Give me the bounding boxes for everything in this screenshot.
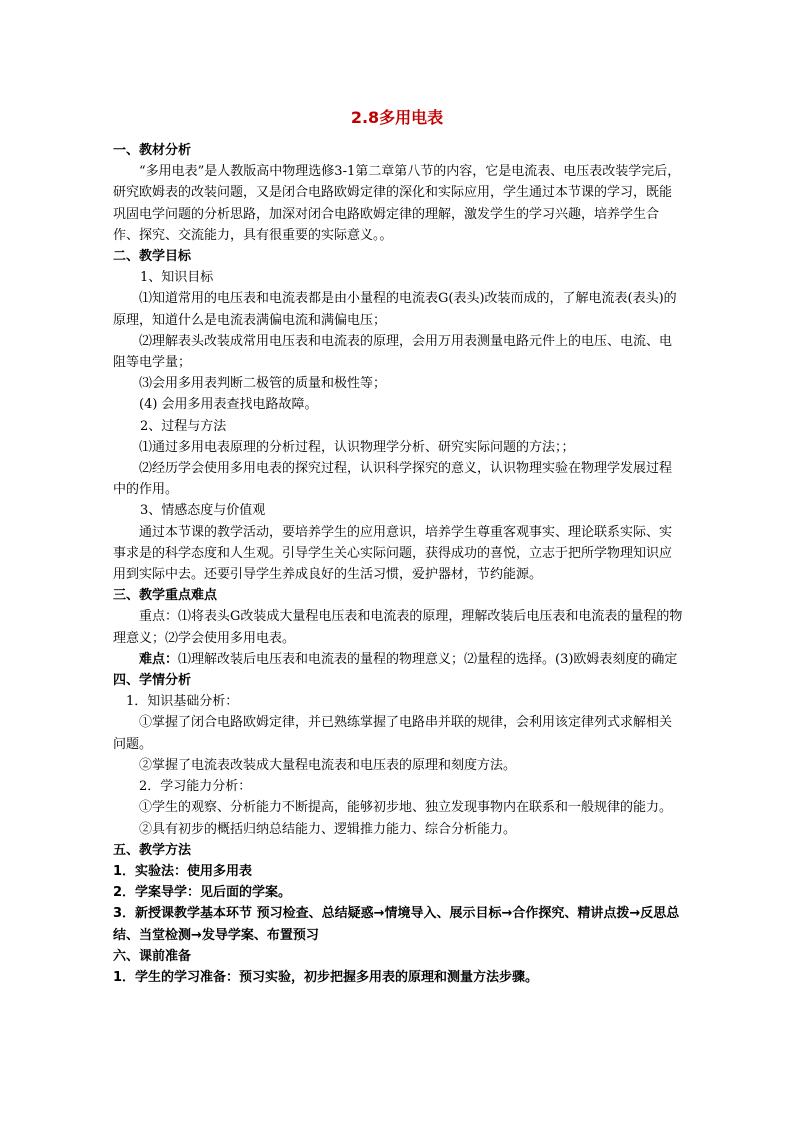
section-heading-5: 五、教学方法: [113, 842, 192, 858]
knowledge-base-item-2: ②掌握了电流表改装成大量程电流表和电压表的原理和刻度方法。: [139, 757, 517, 773]
document-title: 2.8多用电表: [350, 108, 444, 127]
subheading-knowledge-base: 1．知识基础分析：: [126, 694, 239, 710]
knowledge-base-item-1: ①掌握了闭合电路欧姆定律，并已熟练掌握了电路串并联的规律，会利用该定律列式求解相关问题。: [113, 715, 673, 752]
section-heading-3: 三、教学重点难点: [113, 588, 218, 604]
knowledge-item-2: ⑵理解表头改装成常用电压表和电流表的原理，会用万用表测量电路元件上的电压、电流、电阻等电学量；: [113, 333, 673, 371]
section-heading-6: 六、课前准备: [113, 948, 192, 964]
knowledge-item-4: (4) 会用多用表查找电路故障。: [139, 397, 318, 413]
knowledge-item-3: ⑶会用多用表判断二极管的质量和极性等；: [139, 376, 387, 392]
section-heading-2: 二、教学目标: [113, 249, 192, 265]
section-heading-1: 一、教材分析: [113, 143, 192, 158]
process-item-1: ⑴通过多用电表原理的分析过程，认识物理学分析、研究实际问题的方法；；: [139, 439, 575, 455]
difficult-points: [113, 649, 683, 670]
subheading-attitude: 3、情感态度与价值观: [140, 503, 266, 519]
subheading-process: 2、过程与方法: [140, 418, 227, 434]
attitude-paragraph: 通过本节课的教学活动，要培养学生的应用意识，培养学生尊重客观事实、理论联系实际、实事求是的科学态度和人生观。引导学生关心实际问题，获得成功的喜悦，立志于把所学物理知识应用到实际中去。还要引导学生养成良好的生活习惯，爱护器材，节约能源。: [113, 524, 673, 583]
knowledge-item-1: ⑴知道常用的电压表和电流表都是由小量程的电流表G(表头)改装而成的，了解电流表(表头)的原理，知道什么是电流表满偏电流和满偏电压；: [113, 291, 677, 328]
method-item-3: 3．新授课教学基本环节 预习检查、总结疑惑→情境导入、展示目标→合作探究、精讲点拨→反思总结、当堂检测→发导学案、布置预习: [113, 906, 680, 943]
difficult-text: ⑴理解改装后电压表和电流表的量程的物理意义；⑵量程的选择。(3)欧姆表刻度的确定: [178, 651, 678, 667]
process-item-2: ⑵经历学会使用多用电表的探究过程，认识科学探究的意义，认识物理实验在物理学发展过程中的作用。: [113, 461, 673, 498]
difficult-label: 难点：: [139, 651, 179, 667]
preparation-item-1: 1．学生的学习准备：预习实验，初步把握多用表的原理和测量方法步骤。: [113, 969, 539, 985]
ability-item-1: ①学生的观察、分析能力不断提高，能够初步地、独立发现事物内在联系和一般规律的能力。: [139, 800, 673, 816]
subheading-knowledge: 1、知识目标: [140, 270, 214, 286]
paragraph-textbook-analysis: “多用电表”是人教版高中物理选修3-1第二章第八节的内容，它是电流表、电压表改装学完后，研究欧姆表的改装问题，又是闭合电路欧姆定律的深化和实际应用，学生通过本节课的学习，既能巩固电学问题的分析思路，加深对闭合电路欧姆定律的理解，激发学生的学习兴趣，培养学生合作、探究、交流能力，具有很重要的实际意义。。: [113, 164, 681, 243]
section-heading-4: 四、学情分析: [113, 673, 192, 689]
ability-item-2: ②具有初步的概括归纳总结能力、逻辑推力能力、综合分析能力。: [139, 821, 517, 837]
key-points: 重点：⑴将表头G改装成大量程电压表和电流表的原理，理解改装后电压表和电流表的量程的物理意义；⑵学会使用多用电表。: [113, 609, 683, 646]
method-item-2: 2．学案导学：见后面的学案。: [113, 885, 292, 901]
document-body: [113, 140, 683, 988]
method-item-1: 1．实验法：使用多用表: [113, 863, 253, 879]
subheading-ability: 2．学习能力分析：: [139, 779, 252, 795]
